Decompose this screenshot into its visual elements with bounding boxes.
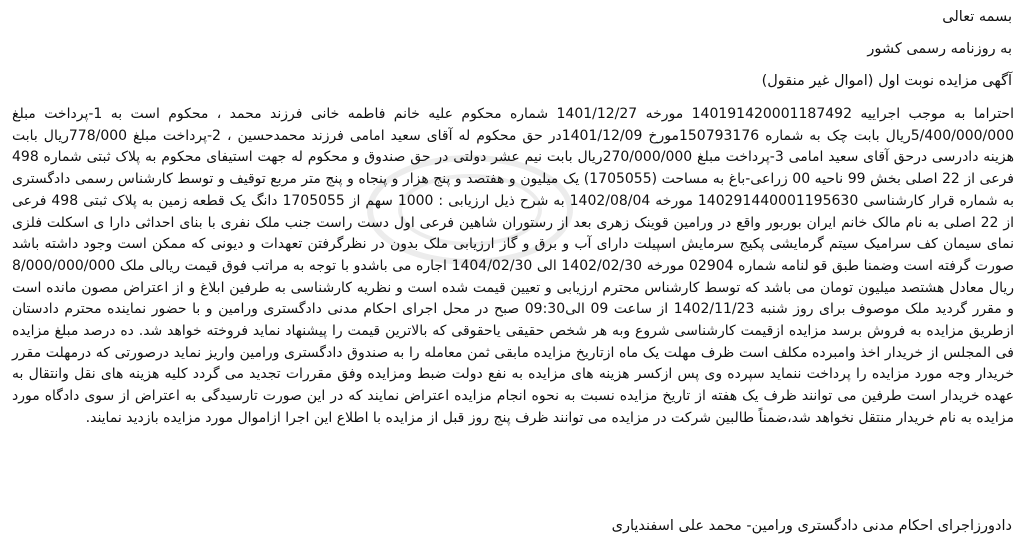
- notice-body: احتراما به موجب اجراییه 140191420001187492 مورخه 1401/12/27 شماره محکوم علیه خانم فاطمه خانی فرزند محمد ، محکوم است به 1-پرداخت مبلغ 5/400/000/000ریال بابت چک به شماره 150793176مورخ 1401/12/09در حق محکوم له آقای سعید امامی فرزند محمدحسین ، 2-پرداخت مبلغ 778/000ریال بابت هزینه دادرسی درحق آقای سعید امامی 3-پرداخت مبلغ 270/000/000ریال بابت نیم عشر دولتی در حق صندوق و محکوم له جهت استیفای محکوم به پلاک ثبتی شماره 498 فرعی از 22 اصلی بخش 99 ناحیه 00 زراعی-باغ به مساحت (1705055) یک میلیون و هفتصد و پنج هزار و پنجاه و پنج متر مربع توقیف و توسط کارشناس رسمی دادگستری به شماره قرار کارشناسی 140291440001195630 مورخه 1402/08/04 به شرح ذیل ارزیابی : 1000 سهم از 1705055 دانگ یک قطعه زمین به پلاک ثبتی 498 فرعی از 22 اصلی به نام مالک خانم ایران بوربور واقع در ورامین قوینک زهری بعد از رستوران شاهین فرعی اول دست راست جنب ملک نفری با بنای احداثی دارا ی اسکلت فلزی نمای سیمان کف سرامیک سیتم گرمایشی پکیج سرمایش اسپیلت دارای آب و برق و گاز ارزیابی ملک بدون در نظرگرفتن تعهدات و دیونی که ممکن است وجود داشته باشد صورت گرفته است وضمنا طبق قو لنامه شماره 02904 مورخه 1402/02/30 الی 1404/02/30 اجاره می باشدو با توجه به مراتب فوق قیمت ریالی ملک 8/000/000/000 ریال معادل هشتصد میلیون تومان می باشد که توسط کارشناس محترم ارزیابی و تعیین قیمت شده است و نظریه کارشناسی به طرفین ابلاغ و از اعتراض مصون مانده است و مقرر گردید ملک موصوف برای روز شنبه 1402/11/23 از ساعت 09 الی09:30 صبح در محل اجرای احکام مدنی دادگستری ورامین و با حضور نماینده محترم دادستان ازطریق مزایده به فروش برسد مزایده ازقیمت کارشناسی شروع وبه هر شخص حقیقی یاحقوقی که بالاترین قیمت را پیشنهاد نماید فروخته خواهد شد. ده درصد مبلغ مزایده فی المجلس از خریدار اخذ وامبرده مکلف است ظرف مهلت یک ماه ازتاریخ مزایده مابقی ثمن معامله را به صندوق دادگستری ورامین واریز نماید درصورتی که درمهلت مقرر خریدار وجه مورد مزایده را پرداخت ننماید سپرده وی پس ازکسر هزینه های مزایده به نفع دولت ضبط ومزایده وفق مقررات تجدید می گردد کلیه هزینه های نقل وانتقال به عهده خریدار است طرفین می توانند ظرف یک هفته از تاریخ مزایده نسبت به نحوه انجام مزایده اعتراض نمایند که در این صورت تارسیدگی به اعتراض از سوی دادگاه مورد مزایده به نام خریدار منتقل نخواهد شد،ضمناً طالبین شرکت در مزایده می توانند ظرف پنج روز قبل از مزایده با اطلاع این اجرا ازاموال مورد مزایده بازدید نمایند.: [12, 106, 1015, 426]
- notice-title: آگهی مزایده نوبت اول (اموال غیر منقول): [761, 73, 1012, 89]
- invocation-heading: بسمه تعالی: [942, 9, 1012, 25]
- addressee-line: به روزنامه رسمی کشور: [867, 41, 1012, 57]
- signature-line: دادورزاجرای احکام مدنی دادگستری ورامین- محمد علی اسفندیاری: [611, 518, 1012, 534]
